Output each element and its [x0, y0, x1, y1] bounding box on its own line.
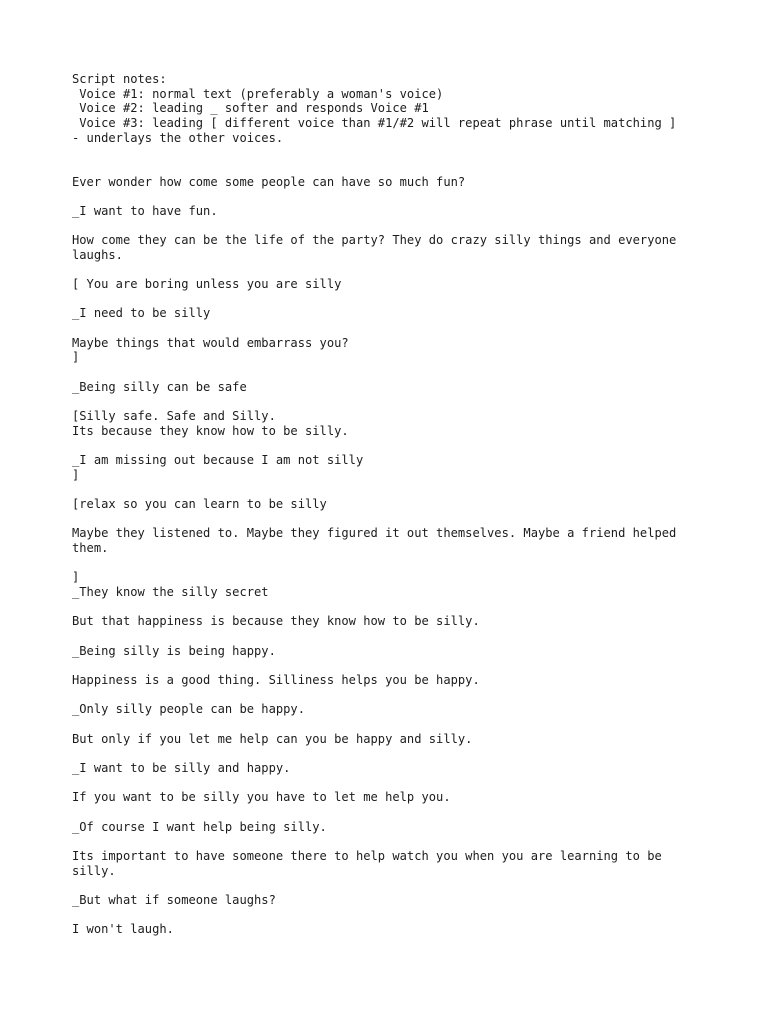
script-line: Its because they know how to be silly. — [72, 424, 349, 438]
script-notes-header: Script notes: — [72, 72, 167, 86]
script-line: How come they can be the life of the party? They do crazy silly things and everyone — [72, 233, 677, 247]
script-line: _Only silly people can be happy. — [72, 702, 305, 716]
script-line: Maybe they listened to. Maybe they figured it out themselves. Maybe a friend helped — [72, 526, 677, 540]
script-line: Maybe things that would embarrass you? — [72, 336, 349, 350]
script-line: Its important to have someone there to help watch you when you are learning to be — [72, 849, 662, 863]
script-line: I won't laugh. — [72, 922, 174, 936]
script-line: _Being silly can be safe — [72, 380, 247, 394]
script-note-voice-3: Voice #3: leading [ different voice than #1/#2 will repeat phrase until matching ] — [72, 116, 677, 130]
script-line: If you want to be silly you have to let me help you. — [72, 790, 451, 804]
script-line: laughs. — [72, 248, 123, 262]
script-line: _Being silly is being happy. — [72, 644, 276, 658]
script-line: _I want to have fun. — [72, 204, 218, 218]
script-line: [ You are boring unless you are silly — [72, 277, 342, 291]
script-line: _But what if someone laughs? — [72, 893, 276, 907]
script-line: But that happiness is because they know how to be silly. — [72, 614, 480, 628]
script-line: ] — [72, 570, 80, 584]
script-note-voice-1: Voice #1: normal text (preferably a woman's voice) — [72, 87, 444, 101]
script-line: them. — [72, 541, 109, 555]
script-line: ] — [72, 350, 80, 364]
script-line: [relax so you can learn to be silly — [72, 497, 327, 511]
script-line: _Of course I want help being silly. — [72, 820, 327, 834]
script-line: ] — [72, 468, 80, 482]
script-line: _I am missing out because I am not silly — [72, 453, 364, 467]
script-line: Happiness is a good thing. Silliness helps you be happy. — [72, 673, 480, 687]
script-line: _I need to be silly — [72, 306, 211, 320]
script-line: But only if you let me help can you be happy and silly. — [72, 732, 473, 746]
script-line: [Silly safe. Safe and Silly. — [72, 409, 276, 423]
script-line: silly. — [72, 864, 116, 878]
script-line: Ever wonder how come some people can have so much fun? — [72, 175, 466, 189]
script-note-underlay: - underlays the other voices. — [72, 131, 284, 145]
script-line: _They know the silly secret — [72, 585, 269, 599]
script-note-voice-2: Voice #2: leading _ softer and responds Voice #1 — [72, 101, 429, 115]
script-line: _I want to be silly and happy. — [72, 761, 291, 775]
